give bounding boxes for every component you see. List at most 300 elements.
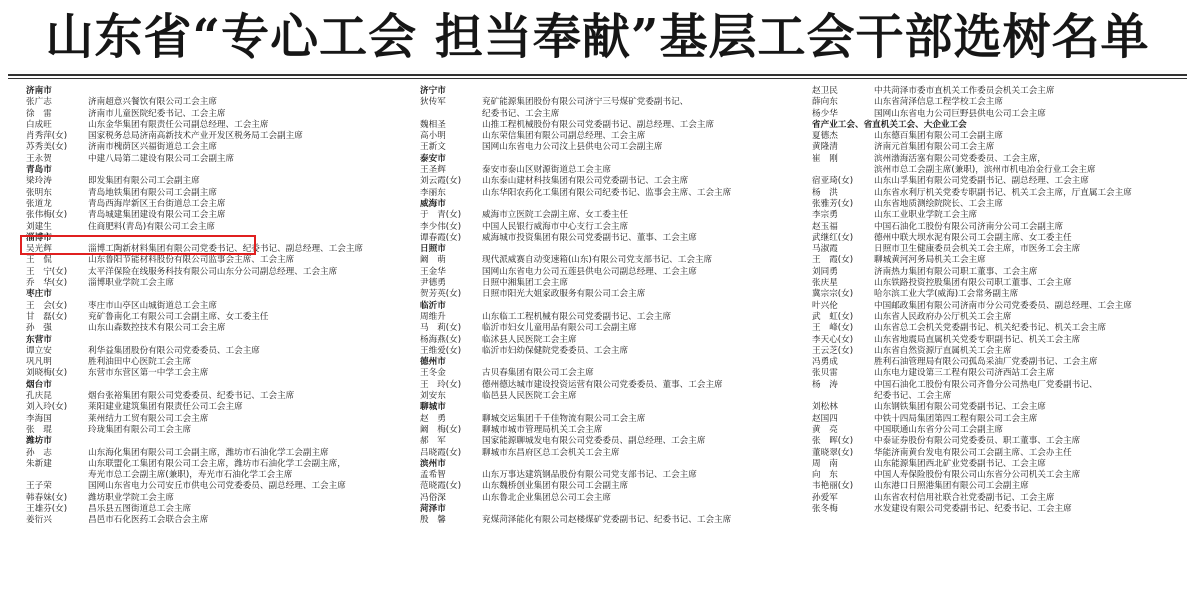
person-position: 胜利石油管理局有限公司孤岛采油厂党委副书记、工会主席 — [874, 357, 1098, 368]
person-position: 山东万事达建筑钢品股份有限公司党支部书记、工会主席 — [482, 470, 697, 481]
person-name: 孙 强 — [26, 323, 52, 334]
list-item — [420, 312, 805, 323]
person-position: 滨州渤海活塞有限公司党委委员、工会主席， — [874, 153, 1046, 164]
person-position: 国家税务总局济南高新技术产业开发区税务局工会副主席 — [88, 131, 303, 142]
person-position: 山东省人民政府办公厅机关工会主席 — [874, 311, 1012, 322]
list-item — [812, 255, 1187, 266]
title-rule-thin — [8, 78, 1187, 79]
person-name: 王圣辉 — [420, 165, 446, 176]
person-name: 王雄芬(女) — [26, 503, 68, 514]
person-position: 兖矿能源集团股份有限公司济宁三号煤矿党委副书记、 — [482, 97, 689, 108]
list-item — [812, 323, 1187, 334]
person-position: 山东德百集团有限公司工会副主席 — [874, 131, 1003, 142]
person-position: 山东山森数控技术有限公司工会主席 — [88, 323, 226, 334]
person-position: 济南热力集团有限公司职工董事、工会主席 — [874, 266, 1038, 277]
person-position: 中国邮政集团有限公司济南市分公司党委委员、副总经理、工会主席 — [874, 300, 1132, 311]
list-item — [26, 97, 396, 108]
list-item — [420, 391, 805, 402]
list-item — [812, 142, 1187, 153]
list-item — [26, 312, 396, 323]
person-name: 张庆星 — [812, 278, 838, 289]
person-position: 山东泰山建材科技集团有限公司党委副书记、工会主席 — [482, 176, 689, 187]
person-position: 国网山东省电力公司汶上县供电公司工会副主席 — [482, 142, 663, 153]
list-item — [26, 414, 396, 425]
person-name: 范晓霞(女) — [420, 481, 462, 492]
person-position: 山推工程机械股份有限公司党委副书记、副总经理、工会主席 — [482, 119, 715, 130]
list-item — [812, 391, 1187, 402]
region-heading: 滨州市 — [420, 458, 446, 469]
list-item — [420, 335, 805, 346]
person-name: 叶兴伦 — [812, 300, 838, 311]
list-item — [420, 481, 805, 492]
list-item — [812, 481, 1187, 492]
person-name: 苏秀美(女) — [26, 142, 68, 153]
person-position: 威海城市投资集团有限公司党委副书记、董事、工会主席 — [482, 232, 697, 243]
list-item — [26, 188, 396, 199]
person-name: 王冬金 — [420, 368, 446, 379]
person-position: 中建八局第二建设有限公司工会副主席 — [88, 153, 235, 164]
person-position: 山东省地质测绘院院长、工会主席 — [874, 198, 1003, 209]
person-position: 寿光市总工会副主席(兼职)，寿光市石油化学工会主席 — [88, 470, 293, 481]
list-item — [26, 176, 396, 187]
list-item — [420, 131, 805, 142]
list-item — [812, 289, 1187, 300]
list-item — [420, 165, 805, 176]
list-item — [26, 278, 396, 289]
region-heading: 潍坊市 — [26, 436, 52, 447]
person-name: 殷 馨 — [420, 515, 446, 526]
person-name: 张广志 — [26, 97, 52, 108]
person-position: 国网山东省电力公司五莲县供电公司副总经理、工会主席 — [482, 266, 697, 277]
list-item — [26, 368, 396, 379]
person-name: 肖秀萍(女) — [26, 131, 68, 142]
person-position: 威海市立医院工会副主席、女工委主任 — [482, 210, 629, 221]
list-item — [26, 222, 396, 233]
list-item — [420, 380, 805, 391]
person-name: 冯俗深 — [420, 492, 446, 503]
list-item — [26, 515, 396, 526]
person-name: 宿亚琦(女) — [812, 176, 854, 187]
title-rule-thick — [8, 74, 1187, 76]
person-name: 姜衍兴 — [26, 515, 52, 526]
list-item — [812, 188, 1187, 199]
list-item — [26, 504, 396, 515]
person-position: 中泰证券股份有限公司党委委员、职工董事、工会主席 — [874, 436, 1081, 447]
person-name: 吕晓霞(女) — [420, 447, 462, 458]
list-item — [26, 470, 396, 481]
person-position: 淄博工陶新材料集团有限公司党委书记、纪委书记、副总经理、工会主席 — [88, 244, 364, 255]
person-position: 太平洋保险在线服务科技有限公司山东分公司副总经理、工会主席 — [88, 266, 338, 277]
person-name: 王 霞(女) — [812, 255, 854, 266]
person-name: 王 侃 — [26, 255, 52, 266]
list-item — [26, 391, 396, 402]
person-name: 梁玲涛 — [26, 176, 52, 187]
person-name: 向 东 — [812, 470, 838, 481]
person-name — [26, 470, 88, 481]
list-item — [812, 380, 1187, 391]
person-position: 潍坊职业学院工会主席 — [88, 492, 174, 503]
list-item — [26, 154, 396, 165]
list-item — [812, 301, 1187, 312]
person-position: 中国石油化工股份有限公司济南分公司工会副主席 — [874, 221, 1064, 232]
person-position: 现代派威赛自动变速箱(山东)有限公司党支部书记、工会主席 — [482, 255, 713, 266]
person-position: 济南超意兴餐饮有限公司工会主席 — [88, 97, 217, 108]
region-heading: 日照市 — [420, 244, 446, 255]
person-name: 张 琨 — [26, 424, 52, 435]
person-name: 黄隆清 — [812, 142, 838, 153]
person-name: 刘安东 — [420, 391, 446, 402]
person-position: 聊城黄河河务局机关工会主席 — [874, 255, 986, 266]
person-position: 德州德达城市建设投资运营有限公司党委委员、董事、工会主席 — [482, 379, 723, 390]
person-name: 刘同勇 — [812, 266, 838, 277]
region-heading: 德州市 — [420, 357, 446, 368]
list-column-3 — [812, 86, 1187, 515]
person-name: 张贝雷 — [812, 368, 838, 379]
person-name: 王维爱(女) — [420, 345, 462, 356]
list-item — [26, 459, 396, 470]
person-position: 烟台张裕集团有限公司党委委员、纪委书记、工会主席 — [88, 391, 295, 402]
person-position: 山东联盟化工集团有限公司工会主席，潍坊市石油化学工会副主席， — [88, 458, 346, 469]
list-item — [420, 493, 805, 504]
person-position: 聊城市东昌府区总工会机关工会主席 — [482, 447, 620, 458]
person-name: 杨海燕(女) — [420, 334, 462, 345]
person-name: 崔 刚 — [812, 153, 838, 164]
list-item — [26, 301, 396, 312]
person-position: 国网山东省电力公司安丘市供电公司党委委员、副总经理、工会主席 — [88, 481, 346, 492]
person-name: 薛向东 — [812, 97, 838, 108]
person-name: 刘入玲(女) — [26, 402, 68, 413]
region-heading: 济南市 — [26, 86, 52, 96]
list-item — [812, 131, 1187, 142]
list-item — [26, 199, 396, 210]
person-position: 山东能源集团西北矿业党委副书记、工会主席 — [874, 458, 1046, 469]
list-item — [420, 414, 805, 425]
person-position: 山东港口日照港集团有限公司工会副主席 — [874, 481, 1029, 492]
list-item — [420, 425, 805, 436]
person-name — [420, 109, 482, 120]
person-name: 夏德杰 — [812, 131, 838, 142]
person-position: 山东鲁阳节能材料股份有限公司监事会主席、工会主席 — [88, 255, 295, 266]
list-item — [26, 131, 396, 142]
list-item — [26, 493, 396, 504]
person-name: 狄传军 — [420, 97, 446, 108]
list-item — [420, 210, 805, 221]
person-name: 吴光辉 — [26, 244, 52, 255]
region-heading: 临沂市 — [420, 300, 446, 311]
person-name: 刘建生 — [26, 221, 52, 232]
list-item — [26, 357, 396, 368]
person-position: 即发集团有限公司工会副主席 — [88, 176, 200, 187]
person-position: 中国石油化工股份有限公司齐鲁分公司热电厂党委副书记、 — [874, 379, 1098, 390]
list-item — [420, 120, 805, 131]
person-name: 张道龙 — [26, 198, 52, 209]
person-name: 贺芳英(女) — [420, 289, 462, 300]
person-name: 赵卫民 — [812, 86, 838, 96]
person-name: 阚 萌 — [420, 255, 446, 266]
person-position: 利华益集团股份有限公司党委委员、工会主席 — [88, 345, 260, 356]
person-position: 山东钢铁集团有限公司党委副书记、工会主席 — [874, 402, 1046, 413]
person-name: 王 峰(女) — [812, 323, 854, 334]
person-position: 兖煤菏泽能化有限公司赵楼煤矿党委副书记、纪委书记、工会主席 — [482, 515, 732, 526]
person-position: 中铁十四局集团第四工程有限公司工会主席 — [874, 413, 1038, 424]
list-item — [812, 86, 1187, 97]
person-name: 高小明 — [420, 131, 446, 142]
person-position: 纪委书记、工会主席 — [482, 108, 560, 119]
person-position: 青岛城建集团建设有限公司工会主席 — [88, 210, 226, 221]
list-item — [420, 448, 805, 459]
list-item — [420, 278, 805, 289]
person-position: 住商肥料(青岛)有限公司工会主席 — [88, 221, 216, 232]
list-item — [812, 357, 1187, 368]
list-item — [26, 448, 396, 459]
person-position: 纪委书记、工会主席 — [874, 391, 952, 402]
list-item — [26, 120, 396, 131]
list-item — [420, 142, 805, 153]
person-name: 李少伟(女) — [420, 221, 462, 232]
page-title: 山东省“专心工会 担当奉献”基层工会干部选树名单 — [45, 9, 1150, 65]
person-name: 王永贺 — [26, 153, 52, 164]
person-name: 杨 涛 — [812, 379, 838, 390]
person-name: 孙爱军 — [812, 492, 838, 503]
region-heading: 威海市 — [420, 198, 446, 209]
region-heading: 济宁市 — [420, 86, 446, 96]
person-name: 谭立安 — [26, 345, 52, 356]
person-position: 山东海化集团有限公司工会副主席，潍坊市石油化学工会副主席 — [88, 447, 329, 458]
list-item — [26, 323, 396, 334]
person-position: 山东荣信集团有限公司副总经理、工会主席 — [482, 131, 646, 142]
list-column-1 — [26, 86, 396, 527]
person-position: 国家能源聊城发电有限公司党委委员、副总经理、工会主席 — [482, 436, 706, 447]
person-name: 王子荣 — [26, 481, 52, 492]
person-position: 山东省菏泽信息工程学校工会主席 — [874, 97, 1003, 108]
list-item — [26, 109, 396, 120]
list-item — [26, 210, 396, 221]
person-position: 临沭县人民医院工会主席 — [482, 334, 577, 345]
list-item — [26, 402, 396, 413]
list-item — [812, 278, 1187, 289]
person-position: 山东省总工会机关党委副书记、机关纪委书记、机关工会主席 — [874, 323, 1107, 334]
person-name — [812, 165, 874, 176]
list-item — [812, 154, 1187, 165]
person-position: 山东鲁北企业集团总公司工会主席 — [482, 492, 611, 503]
person-name: 乔 华(女) — [26, 278, 68, 289]
list-item — [812, 210, 1187, 221]
list-item — [812, 109, 1187, 120]
person-position: 聊城交运集团千千佳物流有限公司工会主席 — [482, 413, 646, 424]
person-position: 昌乐县五图街道总工会主席 — [88, 503, 192, 514]
list-item — [812, 176, 1187, 187]
person-name: 王 会(女) — [26, 300, 68, 311]
person-position: 淄博职业学院工会主席 — [88, 278, 174, 289]
person-name: 赵 勇 — [420, 413, 446, 424]
person-position: 中国人民银行威海市中心支行工会主席 — [482, 221, 629, 232]
person-position: 山东省地震局直属机关党委专职副书记、机关工会主席 — [874, 334, 1081, 345]
person-position: 青岛地铁集团有限公司工会副主席 — [88, 187, 217, 198]
person-name: 巩凡明 — [26, 357, 52, 368]
list-item — [420, 323, 805, 334]
person-position: 中共菏泽市委市直机关工作委员会机关工会主席 — [874, 86, 1055, 96]
region-heading: 青岛市 — [26, 165, 52, 176]
region-heading: 省产业工会、省直机关工会、大企业工会 — [812, 119, 967, 130]
person-name: 朱新建 — [26, 458, 52, 469]
person-position: 泰安市泰山区财源街道总工会主席 — [482, 165, 611, 176]
person-position: 山东省农村信用社联合社党委副书记、工会主席 — [874, 492, 1055, 503]
person-name: 李宗勇 — [812, 210, 838, 221]
person-name: 杨 洪 — [812, 187, 838, 198]
person-position: 滨州市总工会副主席(兼职)，滨州市机电冶金行业工会主席 — [874, 165, 1096, 176]
list-column-2 — [420, 86, 805, 527]
highlight-box — [20, 235, 256, 255]
region-heading: 泰安市 — [420, 153, 446, 164]
person-name: 王 宁(女) — [26, 266, 68, 277]
person-name: 孟希智 — [420, 470, 446, 481]
person-position: 昌邑市石化医药工会联合会主席 — [88, 515, 209, 526]
person-name: 孔庆昆 — [26, 391, 52, 402]
list-item — [812, 448, 1187, 459]
list-item — [420, 368, 805, 379]
person-name: 王金华 — [420, 266, 446, 277]
list-item — [420, 188, 805, 199]
person-position: 东营市东营区第一中学工会主席 — [88, 368, 209, 379]
person-position: 山东山孚集团有限公司党委副书记、副总经理、工会主席 — [874, 176, 1089, 187]
person-position: 中国人寿保险股份有限公司山东省分公司机关工会主席 — [874, 470, 1081, 481]
list-item — [420, 176, 805, 187]
person-name: 甘 磊(女) — [26, 311, 68, 322]
person-name: 马淑霞 — [812, 244, 838, 255]
list-item — [812, 312, 1187, 323]
person-name: 刘云霞(女) — [420, 176, 462, 187]
list-item — [420, 109, 805, 120]
person-name: 张伟梅(女) — [26, 210, 68, 221]
person-name: 赵玉福 — [812, 221, 838, 232]
person-name: 李海国 — [26, 413, 52, 424]
person-position: 胜利油田中心医院工会主席 — [88, 357, 192, 368]
list-item — [812, 436, 1187, 447]
person-name: 冀宗宗(女) — [812, 289, 854, 300]
person-position: 哈尔滨工业大学(威海)工会常务副主席 — [874, 289, 1019, 300]
list-item — [812, 414, 1187, 425]
person-name: 刘松林 — [812, 402, 838, 413]
person-name: 张 晖(女) — [812, 436, 854, 447]
list-item — [420, 470, 805, 481]
person-name: 刘晓梅(女) — [26, 368, 68, 379]
list-item — [812, 267, 1187, 278]
list-item — [420, 255, 805, 266]
list-item — [812, 244, 1187, 255]
person-position: 德州中联大坝水泥有限公司工会副主席、女工委主任 — [874, 232, 1072, 243]
list-item — [812, 222, 1187, 233]
person-name: 徐 雷 — [26, 108, 52, 119]
person-position: 华能济南黄台发电有限公司工会副主席、工会办主任 — [874, 447, 1072, 458]
person-name: 武继红(女) — [812, 232, 854, 243]
person-position: 山东金华集团有限责任公司副总经理、工会主席 — [88, 119, 269, 130]
person-name: 郝 军 — [420, 436, 446, 447]
person-name: 魏相圣 — [420, 119, 446, 130]
person-name: 周维升 — [420, 311, 446, 322]
list-item — [26, 346, 396, 357]
person-position: 聊城市城市管理局机关工会主席 — [482, 424, 603, 435]
person-name: 李丽东 — [420, 187, 446, 198]
person-position: 山东铁路投资控股集团有限公司职工董事、工会主席 — [874, 278, 1072, 289]
person-name: 张明东 — [26, 187, 52, 198]
person-name — [812, 391, 874, 402]
person-position: 山东省水利厅机关党委专职副书记、机关工会主席，厅直属工会主席 — [874, 187, 1132, 198]
person-name: 张冬梅 — [812, 503, 838, 514]
person-position: 山东华阳农药化工集团有限公司纪委书记、监事会主席、工会主席 — [482, 187, 732, 198]
list-item — [812, 97, 1187, 108]
person-name: 于 青(女) — [420, 210, 462, 221]
list-item — [420, 515, 805, 526]
region-heading: 淄博市 — [26, 232, 52, 243]
person-position: 日照市阳光大姐家政服务有限公司工会主席 — [482, 289, 646, 300]
list-item — [420, 267, 805, 278]
list-item — [812, 233, 1187, 244]
region-heading: 菏泽市 — [420, 503, 446, 514]
person-position: 临邑县人民医院工会主席 — [482, 391, 577, 402]
list-item — [812, 402, 1187, 413]
person-position: 山东省自然资源厅直属机关工会主席 — [874, 345, 1012, 356]
person-position: 中国联通山东省分公司工会副主席 — [874, 424, 1003, 435]
region-heading: 枣庄市 — [26, 289, 52, 300]
list-item — [812, 165, 1187, 176]
person-position: 日照中湘集团工会主席 — [482, 278, 568, 289]
person-name: 韩春妹(女) — [26, 492, 68, 503]
person-position: 山东电力建设第三工程有限公司济西站工会主席 — [874, 368, 1055, 379]
list-item — [812, 335, 1187, 346]
person-position: 山东魏桥创业集团有限公司工会副主席 — [482, 481, 629, 492]
person-name: 董晓翠(女) — [812, 447, 854, 458]
person-name: 武 虹(女) — [812, 311, 854, 322]
person-name: 黄 亮 — [812, 424, 838, 435]
person-position: 济南元首集团有限公司工会主席 — [874, 142, 995, 153]
list-item — [420, 97, 805, 108]
person-name: 马 莉(女) — [420, 323, 462, 334]
person-position: 莱阳建业建筑集团有限责任公司工会主席 — [88, 402, 243, 413]
person-position: 山东临工工程机械有限公司党委副书记、工会主席 — [482, 311, 672, 322]
list-item — [26, 255, 396, 266]
person-position: 古贝春集团有限公司工会主席 — [482, 368, 594, 379]
list-item — [812, 493, 1187, 504]
person-name: 白成旺 — [26, 119, 52, 130]
list-item — [26, 425, 396, 436]
person-position: 国网山东省电力公司巨野县供电公司工会主席 — [874, 108, 1046, 119]
list-item — [812, 425, 1187, 436]
person-name: 王云芝(女) — [812, 345, 854, 356]
list-item — [420, 289, 805, 300]
person-position: 玲珑集团有限公司工会主席 — [88, 424, 192, 435]
person-position: 山东工业职业学院工会主席 — [874, 210, 978, 221]
list-item — [26, 267, 396, 278]
list-item — [812, 199, 1187, 210]
person-name: 王新文 — [420, 142, 446, 153]
list-item — [420, 233, 805, 244]
list-item — [812, 459, 1187, 470]
region-heading: 聊城市 — [420, 402, 446, 413]
list-item — [420, 346, 805, 357]
person-position: 青岛西海岸新区王台街道总工会主席 — [88, 198, 226, 209]
person-name: 张雅芳(女) — [812, 198, 854, 209]
person-name: 孙 志 — [26, 447, 52, 458]
list-item — [26, 481, 396, 492]
person-position: 莱州结力工贸有限公司工会主席 — [88, 413, 209, 424]
person-name: 赵国四 — [812, 413, 838, 424]
list-item — [812, 470, 1187, 481]
person-position: 济南市槐荫区兴福街道总工会主席 — [88, 142, 217, 153]
person-name: 谭春霞(女) — [420, 232, 462, 243]
person-position: 临沂市妇幼保健院党委委员、工会主席 — [482, 345, 629, 356]
person-name: 王 玲(女) — [420, 379, 462, 390]
person-position: 济南市儿童医院纪委书记、工会主席 — [88, 108, 226, 119]
